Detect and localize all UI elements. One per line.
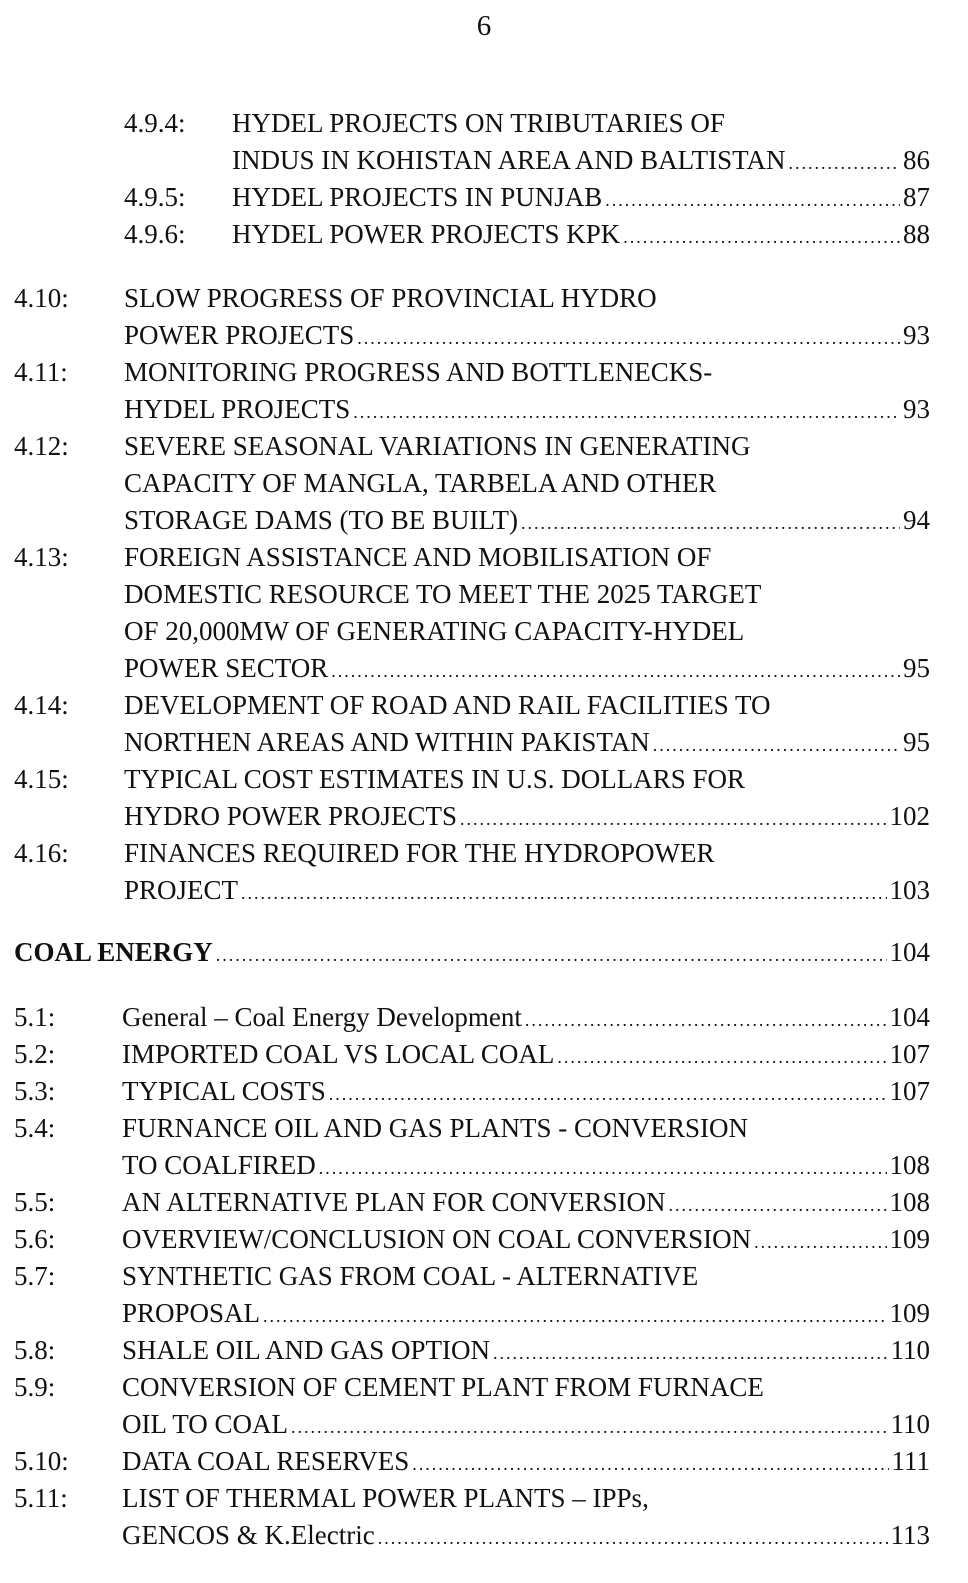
toc-entry-title-line: PROPOSAL: [122, 1298, 261, 1328]
dot-leader: [357, 321, 900, 355]
toc-entry-title-line[interactable]: SLOW PROGRESS OF PROVINCIAL HYDRO: [124, 283, 657, 313]
dot-leader: [557, 1040, 886, 1074]
dot-leader: [241, 876, 886, 910]
toc-entry-last-line[interactable]: [124, 651, 930, 685]
dot-leader: [493, 1336, 888, 1370]
toc-entry-last-line[interactable]: [124, 725, 930, 759]
toc-entry-title-line[interactable]: LIST OF THERMAL POWER PLANTS – IPPs,: [122, 1483, 649, 1513]
toc-entry-number: 4.9.4:: [124, 108, 186, 138]
dot-leader: [623, 220, 900, 254]
toc-entry-title-line: STORAGE DAMS (TO BE BUILT): [124, 505, 519, 535]
dot-leader: [291, 1410, 888, 1444]
toc-entry-last-line[interactable]: [124, 392, 930, 426]
toc-entry-last-line[interactable]: [122, 1074, 930, 1108]
toc-entry-title-line[interactable]: OF 20,000MW OF GENERATING CAPACITY-HYDEL: [124, 616, 745, 646]
section-heading-text: COAL ENERGY: [14, 937, 213, 967]
toc-page-number: 111: [891, 1446, 930, 1476]
toc-entry-title-line[interactable]: SYNTHETIC GAS FROM COAL - ALTERNATIVE: [122, 1261, 699, 1291]
toc-page-number: 108: [889, 1150, 930, 1180]
dot-leader: [329, 1077, 887, 1111]
toc-entry-title-line[interactable]: DOMESTIC RESOURCE TO MEET THE 2025 TARGET: [124, 579, 762, 609]
dot-leader: [788, 146, 900, 180]
toc-entry-title-line: HYDEL PROJECTS IN PUNJAB: [232, 182, 603, 212]
toc-entry-title-line: POWER SECTOR: [124, 653, 329, 683]
toc-entry-number: 5.5:: [14, 1187, 56, 1217]
toc-entry-title-line[interactable]: TYPICAL COST ESTIMATES IN U.S. DOLLARS FOR: [124, 764, 746, 794]
toc-entry-title-line[interactable]: DEVELOPMENT OF ROAD AND RAIL FACILITIES TO: [124, 690, 771, 720]
toc-entry-number: 4.14:: [14, 690, 69, 720]
toc-entry-last-line[interactable]: [122, 1000, 930, 1034]
toc-entry-last-line[interactable]: [122, 1407, 930, 1441]
toc-entry-title-line[interactable]: SEVERE SEASONAL VARIATIONS IN GENERATING: [124, 431, 751, 461]
toc-page-number: 110: [890, 1409, 930, 1439]
toc-page-number: 93: [903, 394, 930, 424]
toc-entry-last-line[interactable]: [122, 1296, 930, 1330]
dot-leader: [319, 1151, 887, 1185]
toc-entry-title-line: SHALE OIL AND GAS OPTION: [122, 1335, 490, 1365]
dot-leader: [525, 1003, 887, 1037]
toc-entry-last-line[interactable]: [122, 1444, 930, 1478]
toc-page-number: 113: [890, 1520, 930, 1550]
dot-leader: [605, 183, 900, 217]
toc-entry-number: 5.4:: [14, 1113, 56, 1143]
toc-page-number: 86: [903, 145, 930, 175]
toc-page-number: 87: [903, 182, 930, 212]
dot-leader: [216, 938, 887, 972]
toc-page-number: 109: [889, 1224, 930, 1254]
toc-entry-number: 4.15:: [14, 764, 69, 794]
toc-entry-title-line[interactable]: CAPACITY OF MANGLA, TARBELA AND OTHER: [124, 468, 717, 498]
toc-entry-number: 5.1:: [14, 1002, 56, 1032]
toc-entry-title-line: TYPICAL COSTS: [122, 1076, 326, 1106]
toc-entry-title-line: DATA COAL RESERVES: [122, 1446, 410, 1476]
toc-entry-number: 5.2:: [14, 1039, 56, 1069]
toc-entry-last-line[interactable]: [122, 1037, 930, 1071]
toc-entry-last-line[interactable]: [122, 1222, 930, 1256]
toc-entry-title-line: POWER PROJECTS: [124, 320, 355, 350]
toc-page-number: 110: [890, 1335, 930, 1365]
toc-page-number: 107: [889, 1039, 930, 1069]
toc-entry-number: 5.8:: [14, 1335, 56, 1365]
dot-leader: [263, 1299, 886, 1333]
toc-entry-title-line: AN ALTERNATIVE PLAN FOR CONVERSION: [122, 1187, 666, 1217]
toc-entry-number: 5.9:: [14, 1372, 56, 1402]
toc-page-number: 103: [889, 875, 930, 905]
toc-entry-title-line[interactable]: FOREIGN ASSISTANCE AND MOBILISATION OF: [124, 542, 712, 572]
toc-entry-last-line[interactable]: [232, 217, 930, 251]
toc-page-number: 109: [889, 1298, 930, 1328]
toc-page-number: 107: [889, 1076, 930, 1106]
toc-entry-title-line: HYDRO POWER PROJECTS: [124, 801, 458, 831]
toc-entry-title-line: General – Coal Energy Development: [122, 1002, 522, 1032]
toc-page-number: 95: [903, 653, 930, 683]
toc-entry-number: 4.10:: [14, 283, 69, 313]
toc-entry-title-line[interactable]: FINANCES REQUIRED FOR THE HYDROPOWER: [124, 838, 715, 868]
toc-section-heading[interactable]: [14, 935, 930, 969]
toc-entry-number: 5.7:: [14, 1261, 56, 1291]
toc-page-number: 108: [889, 1187, 930, 1217]
page-number: 6: [476, 10, 492, 42]
toc-entry-number: 5.11:: [14, 1483, 68, 1513]
toc-entry-title-line: NORTHEN AREAS AND WITHIN PAKISTAN: [124, 727, 650, 757]
toc-entry-title-line: HYDEL POWER PROJECTS KPK: [232, 219, 621, 249]
toc-page-number: 88: [903, 219, 930, 249]
toc-entry-number: 4.13:: [14, 542, 69, 572]
toc-entry-last-line[interactable]: [122, 1148, 930, 1182]
toc-entry-title-line[interactable]: CONVERSION OF CEMENT PLANT FROM FURNACE: [122, 1372, 764, 1402]
dot-leader: [331, 654, 900, 688]
toc-page-number: 95: [903, 727, 930, 757]
dot-leader: [653, 728, 900, 762]
toc-entry-last-line[interactable]: [122, 1333, 930, 1367]
toc-entry-title-line: PROJECT: [124, 875, 239, 905]
toc-entry-number: 4.11:: [14, 357, 68, 387]
toc-entry-title-line: IMPORTED COAL VS LOCAL COAL: [122, 1039, 555, 1069]
toc-entry-title-line: OVERVIEW/CONCLUSION ON COAL CONVERSION: [122, 1224, 752, 1254]
toc-entry-title-line: OIL TO COAL: [122, 1409, 288, 1439]
toc-entry-number: 4.9.5:: [124, 182, 186, 212]
toc-entry-title-line: INDUS IN KOHISTAN AREA AND BALTISTAN: [232, 145, 786, 175]
toc-entry-last-line[interactable]: [124, 873, 930, 907]
toc-entry-title-line: HYDEL PROJECTS: [124, 394, 351, 424]
toc-entry-title-line[interactable]: FURNANCE OIL AND GAS PLANTS - CONVERSION: [122, 1113, 749, 1143]
dot-leader: [754, 1225, 886, 1259]
toc-entry-last-line[interactable]: [122, 1185, 930, 1219]
toc-entry-last-line[interactable]: [124, 799, 930, 833]
dot-leader: [521, 506, 900, 540]
toc-entry-title-line[interactable]: MONITORING PROGRESS AND BOTTLENECKS-: [124, 357, 713, 387]
dot-leader: [412, 1447, 888, 1481]
toc-page-number: 104: [889, 937, 930, 967]
dot-leader: [353, 395, 900, 429]
toc-entry-number: 5.6:: [14, 1224, 56, 1254]
toc-entry-title-line: TO COALFIRED: [122, 1150, 316, 1180]
toc-entry-last-line[interactable]: [122, 1518, 930, 1552]
toc-entry-last-line[interactable]: [124, 503, 930, 537]
toc-entry-number: 5.10:: [14, 1446, 69, 1476]
toc-entry-last-line[interactable]: [232, 143, 930, 177]
toc-entry-last-line[interactable]: [232, 180, 930, 214]
toc-entry-number: 4.16:: [14, 838, 69, 868]
dot-leader: [378, 1521, 888, 1555]
toc-page-number: 94: [903, 505, 930, 535]
dot-leader: [460, 802, 886, 836]
dot-leader: [669, 1188, 887, 1222]
toc-page-number: 93: [903, 320, 930, 350]
toc-entry-number: 4.9.6:: [124, 219, 186, 249]
toc-entry-number: 5.3:: [14, 1076, 56, 1106]
toc-page-number: 104: [889, 1002, 930, 1032]
toc-entry-number: 4.12:: [14, 431, 69, 461]
toc-page-number: 102: [889, 801, 930, 831]
toc-entry-last-line[interactable]: [124, 318, 930, 352]
toc-entry-title-line: GENCOS & K.Electric: [122, 1520, 375, 1550]
toc-entry-title-line[interactable]: HYDEL PROJECTS ON TRIBUTARIES OF: [232, 108, 725, 138]
